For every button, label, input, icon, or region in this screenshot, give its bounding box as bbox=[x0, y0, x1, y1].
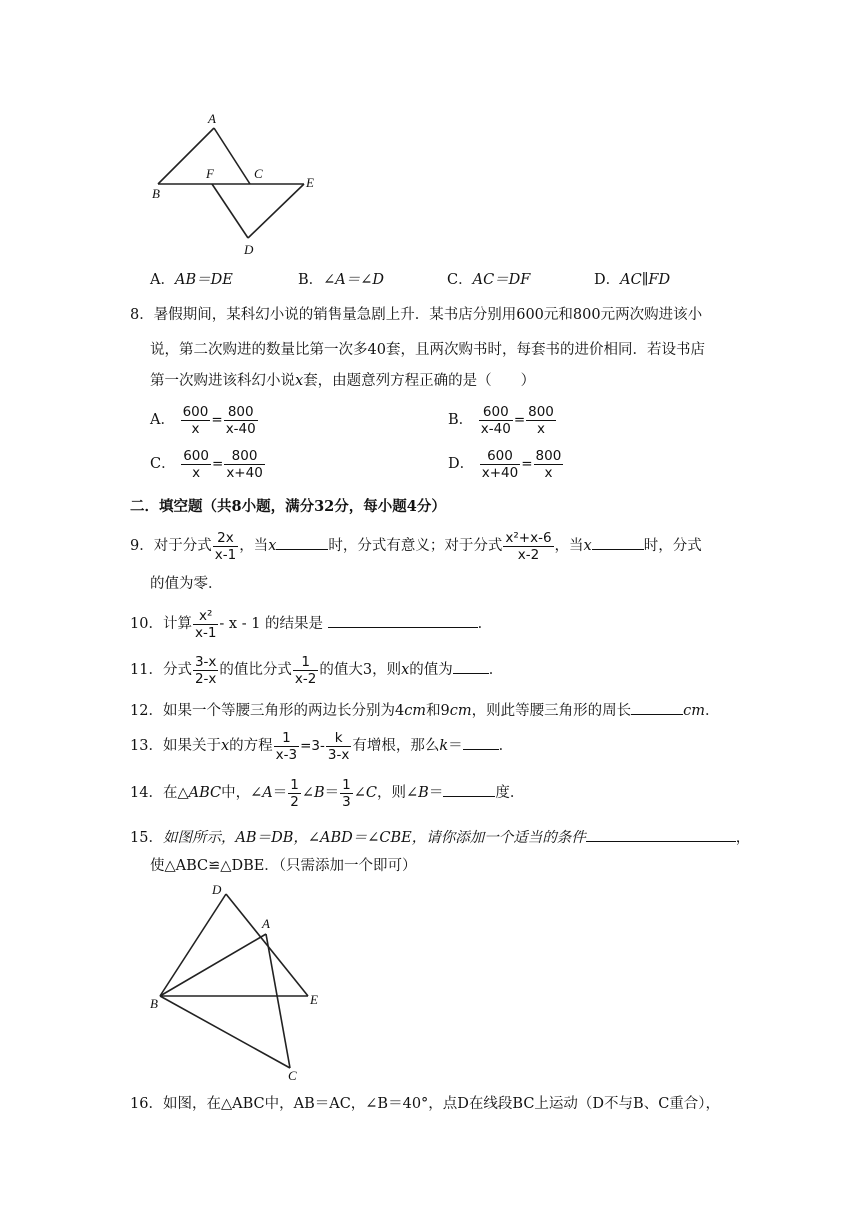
q11: 11．分式 $\frac{3-x}{2-x}$ 的值比分式 $\frac{1}{x-2}$ 的值大3，则x的值为 ． bbox=[130, 653, 504, 687]
q8-option-c: C． $\frac{600}{x}$ = $\frac{800}{x+40}$ bbox=[150, 447, 263, 481]
triangle-figure-q15 bbox=[146, 880, 326, 1084]
q10: 10．计算 $\frac{\text{x²}}{x-1}$ - x - 1 的结果是 ． bbox=[130, 607, 493, 641]
q15-line1: 15．如图所示，AB＝DB，∠ABD＝∠CBE，请你添加一个适当的条件 ， bbox=[130, 827, 750, 848]
label-f: F bbox=[206, 166, 214, 181]
q8-line3: 第一次购进该科幻小说x套，由题意列方程正确的是（ ） bbox=[150, 373, 536, 389]
label-c: C bbox=[288, 1068, 297, 1083]
label-a: A bbox=[262, 916, 270, 931]
q8-option-b: B． $\frac{600}{x-40}$ = $\frac{800}{x}$ bbox=[448, 403, 554, 437]
section-heading: 二．填空题（共8小题，满分32分，每小题4分） bbox=[130, 498, 446, 515]
q8-option-a: A． $\frac{600}{x}$ = $\frac{800}{x-40}$ bbox=[150, 403, 256, 437]
q9-line1: 9．对于分式 $\frac{2x}{x-1}$ ，当x 时，分式有意义；对于分式 $\frac{\text{x²+x-6}}{x-2}$ ，当x 时，分式 bbox=[130, 529, 702, 563]
q7-option-d: D．AC∥FD bbox=[594, 272, 671, 288]
q7-option-a: A．AB＝DE bbox=[150, 272, 233, 288]
q8-line1: 8．暑假期间，某科幻小说的销售量急剧上升．某书店分别用600元和800元两次购进该小 bbox=[130, 307, 703, 323]
triangle-figure-q7 bbox=[148, 108, 324, 258]
q13: 13．如果关于x的方程 $\frac{1}{x-3}$ =3- $\frac{k}{3-x}$ 有增根，那么k＝ ． bbox=[130, 729, 514, 763]
label-d: D bbox=[244, 242, 254, 257]
q15-line2: 使△ABC≌△DBE．（只需添加一个即可） bbox=[150, 858, 417, 874]
q14: 14．在△ABC中，∠A＝ $\frac{1}{2}$ ∠B＝ $\frac{1}{3}$ ∠C，则∠B＝ 度． bbox=[130, 776, 525, 810]
label-b: B bbox=[150, 996, 158, 1011]
label-e: E bbox=[306, 175, 314, 190]
label-c: C bbox=[254, 166, 263, 181]
q8-option-d: D． $\frac{600}{x+40}$ = $\frac{800}{x}$ bbox=[448, 447, 562, 481]
q7-option-b: B．∠A＝∠D bbox=[298, 272, 385, 288]
label-b: B bbox=[152, 186, 160, 201]
label-e: E bbox=[310, 992, 318, 1007]
q12: 12．如果一个等腰三角形的两边长分别为4cm和9cm，则此等腰三角形的周长 cm． bbox=[130, 700, 720, 721]
q16-line1: 16．如图，在△ABC中，AB＝AC，∠B＝40°，点D在线段BC上运动（D不与B、C重合）， bbox=[130, 1096, 721, 1112]
label-d: D bbox=[212, 882, 222, 897]
label-a: A bbox=[208, 111, 216, 126]
q8-line2: 说，第二次购进的数量比第一次多40套，且两次购书时，每套书的进价相同．若设书店 bbox=[150, 342, 705, 358]
q9-line2: 的值为零． bbox=[150, 576, 223, 592]
q7-option-c: C．AC＝DF bbox=[447, 272, 531, 288]
